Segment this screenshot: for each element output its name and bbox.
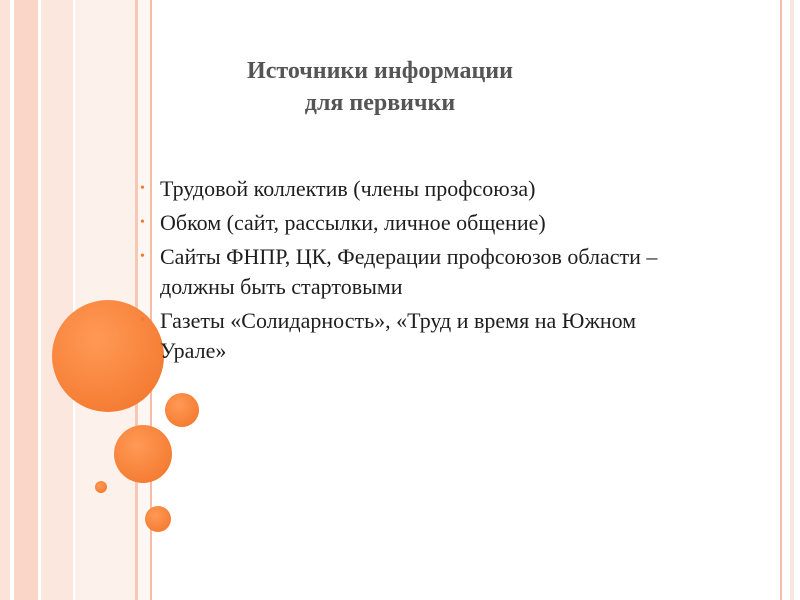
bullet-text: Обком (сайт, рассылки, личное общение) <box>160 210 546 235</box>
decor-circle-small <box>145 506 171 532</box>
slide-title-line-2: для первички <box>304 90 456 116</box>
bullet-dot-icon: • <box>140 181 145 196</box>
bullet-text: Трудовой коллектив (члены профсоюза) <box>160 176 536 201</box>
bullet-dot-icon: • <box>140 249 145 264</box>
bullet-dot-icon: • <box>140 215 145 230</box>
bullet-text: Газеты «Солидарность», «Труд и время на Южном Урале» <box>160 308 637 363</box>
decor-circle-medium <box>114 425 172 483</box>
bullet-item <box>140 306 700 366</box>
bullet-text: Сайты ФНПР, ЦК, Федерации профсоюзов области – должны быть стартовыми <box>160 244 658 299</box>
bullet-item <box>140 242 700 302</box>
decor-right-line <box>790 0 794 600</box>
decor-stripe <box>0 0 10 600</box>
decor-right-line <box>780 0 782 600</box>
slide-title-line-1: Источники информации <box>247 58 513 84</box>
slide-title <box>180 55 580 119</box>
bullet-item <box>140 208 700 238</box>
decor-circle-small <box>165 393 199 427</box>
bullet-dot-icon: • <box>140 313 145 328</box>
bullet-list <box>140 174 700 370</box>
bullet-item <box>140 174 700 204</box>
decor-circle-tiny <box>95 481 107 493</box>
decor-stripe <box>14 0 38 600</box>
decor-stripe <box>41 0 73 600</box>
